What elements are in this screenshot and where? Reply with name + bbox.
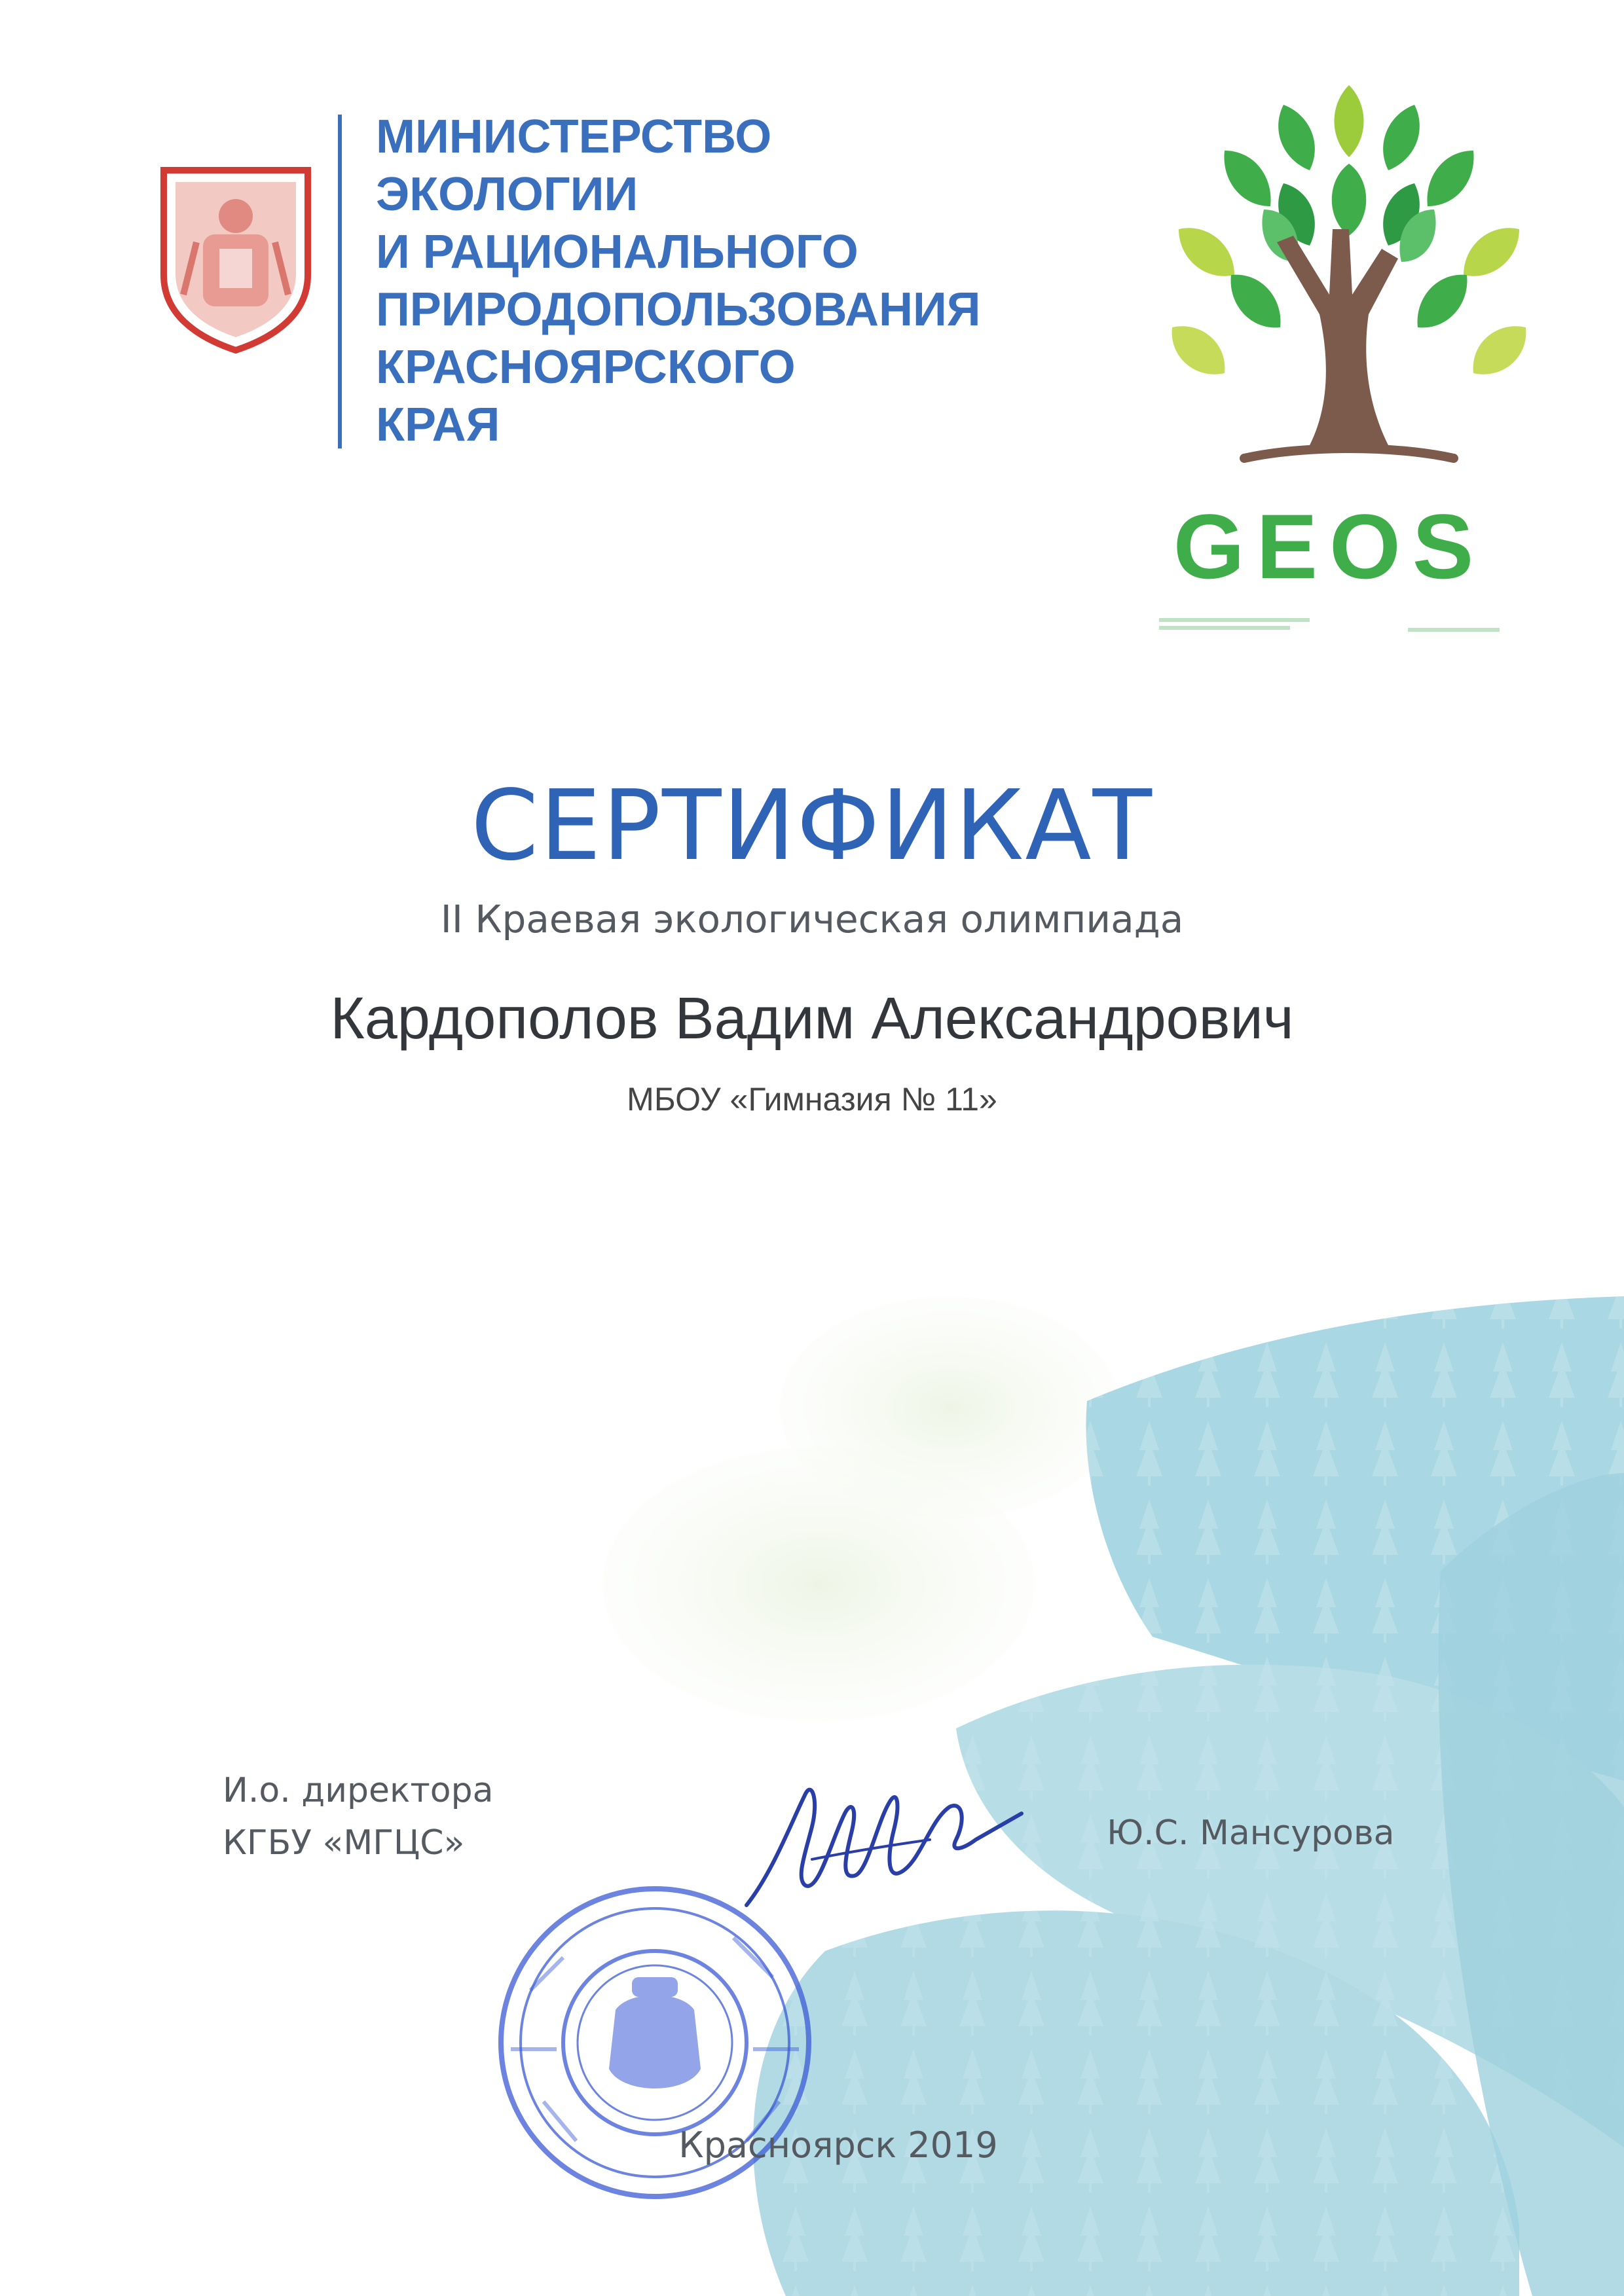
ministry-name-line: КРАЯ: [376, 399, 500, 451]
ministry-name-line: И РАЦИОНАЛЬНОГО: [376, 226, 858, 278]
geos-wordmark: [1153, 501, 1506, 592]
pale-wash-petal: [779, 1296, 1120, 1519]
recipient-name: Кардополов Вадим Александрович: [330, 986, 1294, 1051]
tree-hand-logo-icon: [1133, 79, 1559, 478]
geos-tagline-left: [1159, 615, 1310, 634]
geos-tagline-right: [1408, 625, 1500, 634]
handwritten-signature-icon: [733, 1741, 1028, 1938]
ministry-name-line: ПРИРОДОПОЛЬЗОВАНИЯ: [376, 283, 981, 336]
signer-position: [223, 1764, 616, 1869]
krasnoyarsk-coat-of-arms-icon: [157, 164, 314, 354]
signer-position-line: И.о. директора: [223, 1771, 494, 1810]
signer-name: Ю.С. Мансурова: [1107, 1813, 1395, 1853]
ministry-name-line: ЭКОЛОГИИ: [376, 168, 638, 221]
school-name: МБОУ «Гимназия № 11»: [627, 1081, 997, 1118]
certificate-title: СЕРТИФИКАТ: [470, 769, 1154, 882]
geos-wordmark-text: GEOS: [1173, 501, 1486, 592]
ministry-name: [376, 108, 1063, 454]
event-name: II Краевая экологическая олимпиада: [440, 897, 1184, 941]
ministry-name-line: КРАСНОЯРСКОГО: [376, 341, 796, 393]
ministry-divider: [338, 115, 342, 448]
signer-organization: КГБУ «МГЦС»: [223, 1823, 465, 1863]
city-year: Красноярск 2019: [678, 2124, 998, 2166]
ministry-name-line: МИНИСТЕРСТВО: [376, 111, 772, 163]
